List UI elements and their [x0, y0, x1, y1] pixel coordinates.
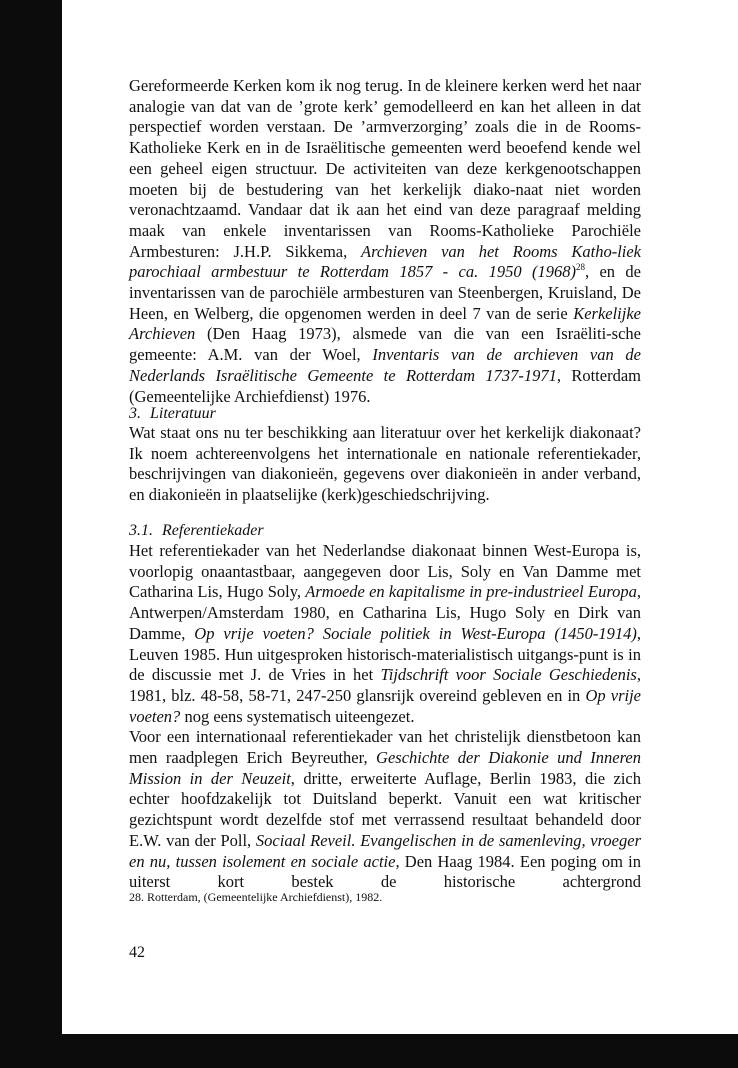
section-3-number: 3. [129, 405, 141, 422]
intro-title-inventaris: Inventaris van de archieven van de Nederlands Israëlitische Gemeente te Rotterdam 1737-1971 [129, 345, 641, 385]
section-3-1-block [129, 541, 641, 893]
p1-title-op-vrije-voeten: Op vrije voeten? Sociale politiek in West-Europa (1450-1914) [194, 623, 637, 643]
p1-text-a: Het referentiekader van het Nederlandse diakonaat binnen West-Europa is, voorlopig onaantastbaar, aangegeven door Lis, Soly en Van Damme met Catharina Lis, Hugo Soly, [129, 541, 641, 602]
section-3-title: Literatuur [150, 405, 216, 422]
p2-text-b: , dritte, erweiterte Auflage, Berlin 1983, die zich echter hoofdzakelijk tot Duitsland beperkt. Vanuit een wat kritischer gezichtspunt wordt dezelfde stof met verrassend resultaat behandeld door E.W. van der Poll, [129, 768, 642, 850]
scan-left-border [0, 0, 62, 1068]
p1-title-tijdschrift: Tijdschrift voor Sociale Geschiedenis [380, 665, 637, 685]
intro-paragraph [129, 76, 641, 407]
section-3-1-paragraph-1 [129, 541, 641, 727]
section-3-1-paragraph-2 [129, 727, 641, 893]
p2-text-c: , Den Haag 1984. Een poging om in uiterst kort bestek de historische achtergrond [129, 851, 641, 892]
section-3-1-title: Referentiekader [162, 522, 264, 539]
p1-text-c: , Leuven 1985. Hun uitgesproken historisch-materialistisch uitgangs-punt is in de discussie met J. de Vries in het [129, 623, 641, 685]
p2-title-geschichte: Geschichte der Diakonie und Inneren Mission in der Neuzeit [129, 748, 641, 788]
p1-text-b: , Antwerpen/Amsterdam 1980, en Catharina Lis, Hugo Soly en Dirk van Damme, [129, 582, 642, 643]
section-3-1-number: 3.1. [129, 522, 153, 539]
p2-title-sociaal-reveil: Sociaal Reveil. Evangelischen in de samenleving, vroeger en nu, tussen isolement en sociale actie [129, 830, 642, 871]
intro-title-sikkema: Archieven van het Rooms Katho-liek parochiaal armbestuur te Rotterdam 1857 - ca. 1950 (1968) [129, 241, 642, 282]
p2-text-a: Voor een internationaal referentiekader van het christelijk dienstbetoon kan men raadplegen Erich Beyreuther, [129, 727, 641, 768]
intro-block [129, 76, 641, 407]
scan-bottom-border [0, 1034, 738, 1068]
section-3-heading [129, 404, 216, 424]
intro-title-kerkelijke-archieven: Kerkelijke Archieven [129, 303, 641, 344]
page-number: 42 [129, 944, 145, 961]
p1-text-d: , 1981, blz. 48-58, 58-71, 247-250 glansrijk overeind gebleven en in [129, 665, 641, 705]
intro-text-1: Gereformeerde Kerken kom ik nog terug. In de kleinere kerken werd het naar analogie van dat van de ’grote kerk’ gemodelleerd en kan het alleen in dat perspectief worden verstaan. De ’armverzorging’ zoals die in de Rooms-Katholieke Kerk en in de Israëlitische gemeenten werd beoefend kende wel een geheel eigen structuur. De activiteiten van deze kerkgenootschappen moeten bij de bestudering van het kerkelijk diako-naat niet worden veronachtzaamd. Vandaar dat ik aan het eind van deze paragraaf melding maak van enkele inventarissen van Rooms-Katholieke Parochiële Armbesturen: J.H.P. Sikkema, [129, 76, 641, 261]
section-3-block [129, 423, 641, 506]
intro-text-4: , Rotterdam (Gemeentelijke Archiefdienst) 1976. [129, 365, 641, 406]
p1-title-armoede: Armoede en kapitalisme in pre-industrieel Europa [305, 582, 637, 602]
intro-text-3: (Den Haag 1973), alsmede van die van een Israëliti-sche gemeente: A.M. van der Woel, [129, 324, 641, 365]
footnote-ref-28: 28 [575, 262, 585, 273]
intro-text-2: , en de inventarissen van de parochiële armbesturen van Steenbergen, Kruisland, De Heen, en Welberg, die opgenomen werden in deel 7 van de serie [129, 262, 641, 323]
p1-text-e: nog eens systematisch uiteengezet. [180, 706, 415, 726]
footnote-28: 28. Rotterdam, (Gemeentelijke Archiefdienst), 1982. [129, 890, 383, 904]
p1-title-op-vrije-voeten-2: Op vrije voeten? [129, 685, 641, 726]
section-3-paragraph: Wat staat ons nu ter beschikking aan literatuur over het kerkelijk diakonaat? Ik noem achtereenvolgens het internationale en nationale referentiekader, beschrijvingen van diakonieën, gegevens over diakonieën in ander verband, en diakonieën in plaatselijke (kerk)geschiedschrijving. [129, 423, 641, 505]
section-3-1-heading [129, 521, 264, 541]
